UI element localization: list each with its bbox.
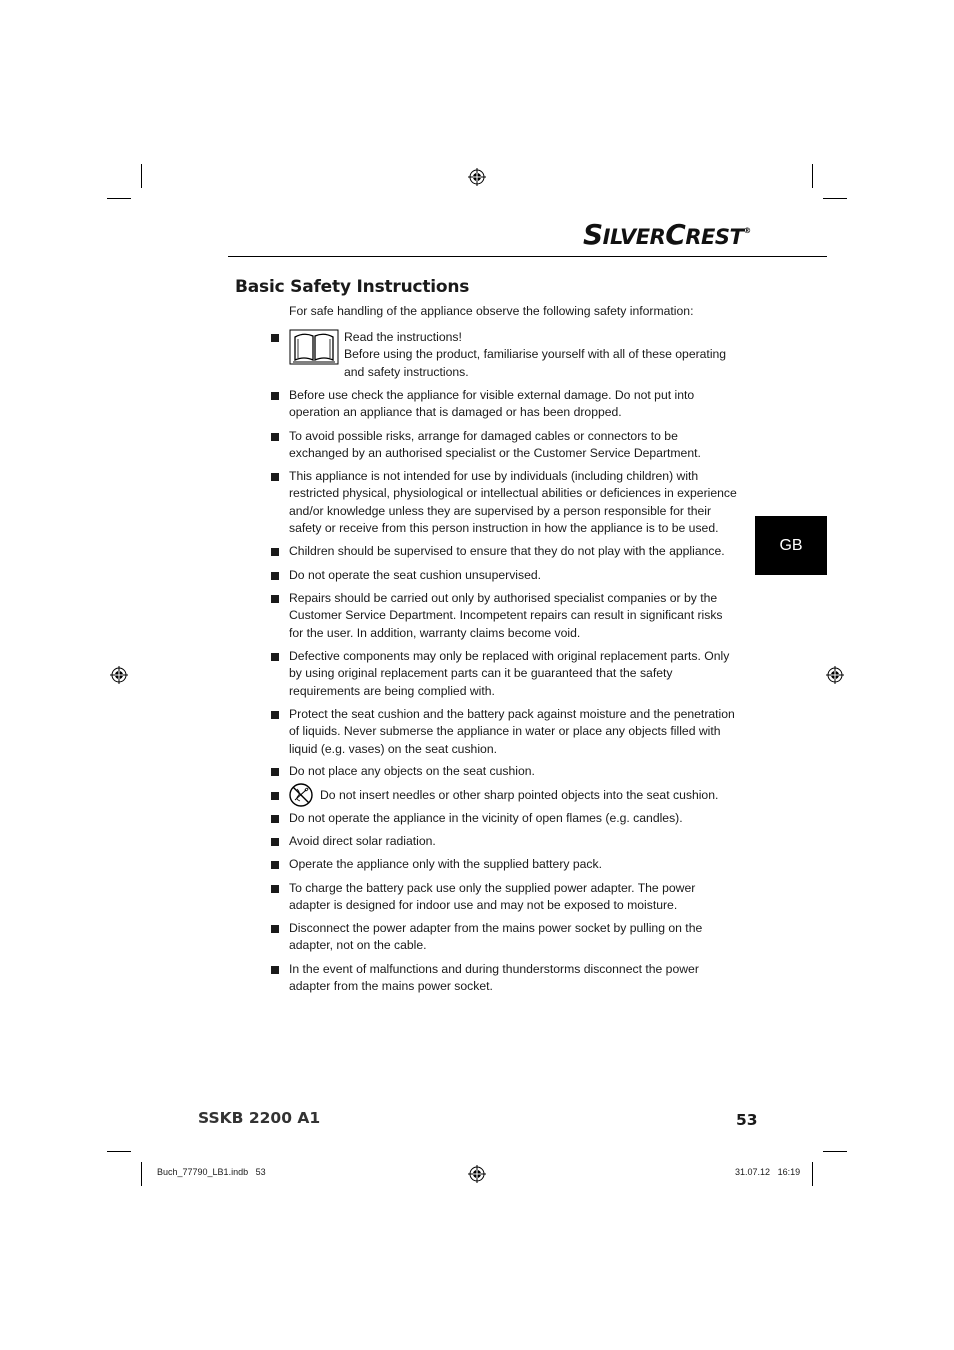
page-title: Basic Safety Instructions [235,277,470,297]
crop-mark [107,198,131,199]
registration-mark-icon [826,666,844,684]
bullet-square [271,815,279,823]
list-item-text: Before use check the appliance for visible external damage. Do not put into operation an appliance that is damaged or has been dropped. [289,388,695,420]
bullet-square [271,966,279,974]
bullet-square [271,334,279,342]
bullet-square [271,885,279,893]
bullet-square [271,548,279,556]
bullet-square [271,572,279,580]
bullet-square [271,768,279,776]
bullet-square [271,653,279,661]
intro-text: For safe handling of the appliance observe the following safety information: [289,304,694,318]
crop-mark [107,1151,131,1152]
bullet-square [271,711,279,719]
list-item-text: Operate the appliance only with the supplied battery pack. [289,857,603,871]
logo-letter: S [583,218,603,251]
crop-mark [812,1162,813,1186]
logo-letters: REST [685,225,744,249]
list-item-text: To avoid possible risks, arrange for damaged cables or connectors to be exchanged by an authorised specialist or the Customer Service Department. [289,429,701,461]
list-item-text: Do not operate the appliance in the vicinity of open flames (e.g. candles). [289,811,683,825]
list-item-text: Do not operate the seat cushion unsupervised. [289,568,542,582]
bullet-square [271,861,279,869]
bullet-square [271,925,279,933]
print-slug-time: 16:19 [777,1167,801,1177]
crop-mark [141,164,142,188]
bullet-square [271,473,279,481]
list-item-text: Defective components may only be replaced with original replacement parts. Only by using original replacement parts can it be guaranteed that the safety requirements are being complied with. [289,649,730,698]
logo-letter: C [665,218,686,251]
no-needles-icon [289,783,313,807]
print-slug-datetime [735,1167,800,1177]
list-item-text: Disconnect the power adapter from the mains power socket by pulling on the adapter, not on the cable. [289,921,703,953]
list-item-text: Read the instructions! Before using the product, familiarise yourself with all of these operating and safety instructions. [344,330,727,379]
list-item-text: Repairs should be carried out only by authorised specialist companies or by the Customer Service Department. Incompetent repairs can result in significant risks for the user. In addition, warranty claims become void. [289,591,723,640]
bullet-square [271,392,279,400]
list-item-text: Protect the seat cushion and the battery pack against moisture and the penetration of liquids. Never submerse the appliance in water or place any objects filled with liquid (e.g. vases) on the seat cushion. [289,707,735,756]
registration-mark-icon [468,1165,486,1183]
print-slug-date: 31.07.12 [735,1167,771,1177]
crop-mark [141,1162,142,1186]
crop-mark [812,164,813,188]
silvercrest-logo [583,218,759,252]
book-icon [289,329,339,365]
registration-mark-icon [110,666,128,684]
model-number: SSKB 2200 A1 [198,1109,321,1127]
page-number: 53 [736,1111,758,1129]
list-item-text: In the event of malfunctions and during thunderstorms disconnect the power adapter from the mains power socket. [289,962,699,994]
print-slug-file: Buch_77790_LB1.indb 53 [157,1167,266,1177]
bullet-square [271,792,279,800]
crop-mark [823,198,847,199]
list-item-text: This appliance is not intended for use by individuals (including children) with restricted physical, physiological or intellectual abilities or deficiences in experience and/or knowledge unless they are supervised by a person responsible for their safety or receive from this person instruction in how the appliance is to be used. [289,469,737,535]
registered-mark: ® [743,226,751,235]
header-rule [228,256,827,257]
list-item-text: Do not place any objects on the seat cushion. [289,764,535,778]
list-item-text: To charge the battery pack use only the supplied power adapter. The power adapter is designed for indoor use and may not be exposed to moisture. [289,881,696,913]
bullet-square [271,433,279,441]
crop-mark [823,1151,847,1152]
language-tab: GB [755,516,827,575]
registration-mark-icon [468,168,486,186]
list-item-text: Avoid direct solar radiation. [289,834,436,848]
bullet-square [271,595,279,603]
bullet-square [271,838,279,846]
list-item-text: Children should be supervised to ensure that they do not play with the appliance. [289,544,725,558]
logo-letters: ILVER [602,225,666,249]
list-item-text: Do not insert needles or other sharp pointed objects into the seat cushion. [320,788,719,802]
